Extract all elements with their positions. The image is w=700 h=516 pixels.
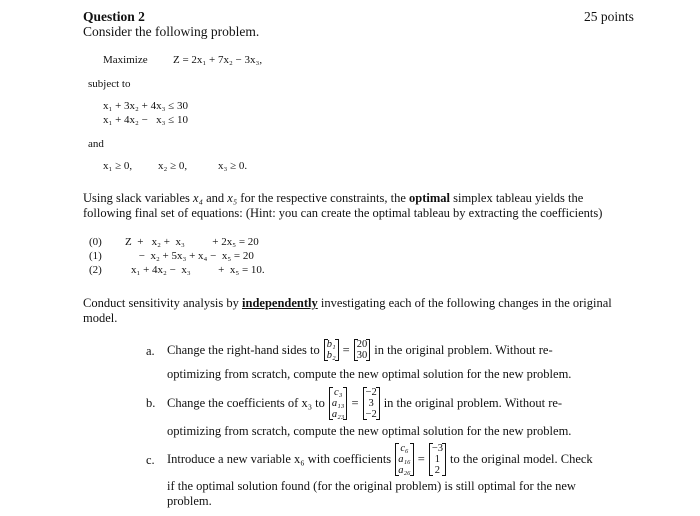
item-a-vector-left: b₁ b₂	[324, 339, 339, 361]
nonneg-x2: x₂ ≥ 0,	[158, 160, 188, 172]
constraint-1: x₁ + 3x₂ + 4x₃ ≤ 30	[103, 100, 188, 112]
equation-0-label: (0)	[89, 236, 102, 248]
item-c-vector-left: c₆ a₁₆ a₂₆	[395, 443, 414, 476]
item-b-line-2: optimizing from scratch, compute the new optimal solution for the new problem.	[167, 424, 572, 438]
item-c-line-3: problem.	[167, 494, 212, 508]
nonneg-x3: x₃ ≥ 0.	[218, 160, 248, 172]
constraint-2: x₁ + 4x₂ − x₃ ≤ 10	[103, 114, 188, 126]
slack-paragraph-line-2: following final set of equations: (Hint: you can create the optimal tableau by extracting the coefficients)	[83, 206, 603, 220]
intro-text: Consider the following problem.	[83, 24, 260, 39]
slack-var-x5: x₅	[227, 191, 238, 205]
item-c-line-2: if the optimal solution found (for the original problem) is still optimal for the new	[167, 479, 576, 493]
conduct-paragraph-line-1: Conduct sensitivity analysis by independently investigating each of the following changes in the original	[83, 296, 612, 310]
item-a-marker: a.	[146, 344, 155, 358]
item-c-line-1: Introduce a new variable x₆ with coefficients c₆ a₁₆ a₂₆ = −3 1 2 to the original model. Check	[167, 442, 593, 476]
maximize-label: Maximize	[103, 54, 148, 66]
equation-1: − x₂ + 5x₃ + x₄ − x₅ = 20	[125, 250, 254, 262]
equation-1-label: (1)	[89, 250, 102, 262]
item-a-line-2: optimizing from scratch, compute the new optimal solution for the new problem.	[167, 367, 572, 381]
nonneg-x1: x₁ ≥ 0,	[103, 160, 133, 172]
slack-var-x4: x₄	[193, 191, 203, 205]
subject-to-label: subject to	[88, 78, 131, 90]
and-label: and	[88, 138, 104, 150]
item-b-vector-left: c₃ a₁₃ a₂₃	[329, 387, 348, 420]
equation-2-label: (2)	[89, 264, 102, 276]
equation-0: Z + x₂ + x₃ + 2x₅ = 20	[125, 236, 259, 248]
slack-paragraph-line-1: Using slack variables x₄ and x₅ for the respective constraints, the optimal simplex tableau yields the	[83, 191, 584, 205]
item-b-marker: b.	[146, 396, 156, 410]
conduct-paragraph-line-2: model.	[83, 311, 118, 325]
item-b-vector-right: −2 3 −2	[363, 387, 380, 420]
item-c-vector-right: −3 1 2	[429, 443, 446, 476]
points-label: 25 points	[584, 9, 634, 24]
item-b-line-1: Change the coefficients of x₃ to c₃ a₁₃ a₂₃ = −2 3 −2 in the original problem. Without re-	[167, 386, 563, 420]
item-a-vector-right: 20 30	[354, 339, 371, 361]
question-title: Question 2	[83, 9, 145, 24]
item-a-line-1: Change the right-hand sides to b₁ b₂ = 20 30 in the original problem. Without re-	[167, 339, 553, 361]
equation-2: x₁ + 4x₂ − x₃ + x₅ = 10.	[131, 264, 265, 276]
item-c-marker: c.	[146, 453, 155, 467]
objective-function: Z = 2x₁ + 7x₂ − 3x₃,	[173, 54, 263, 66]
